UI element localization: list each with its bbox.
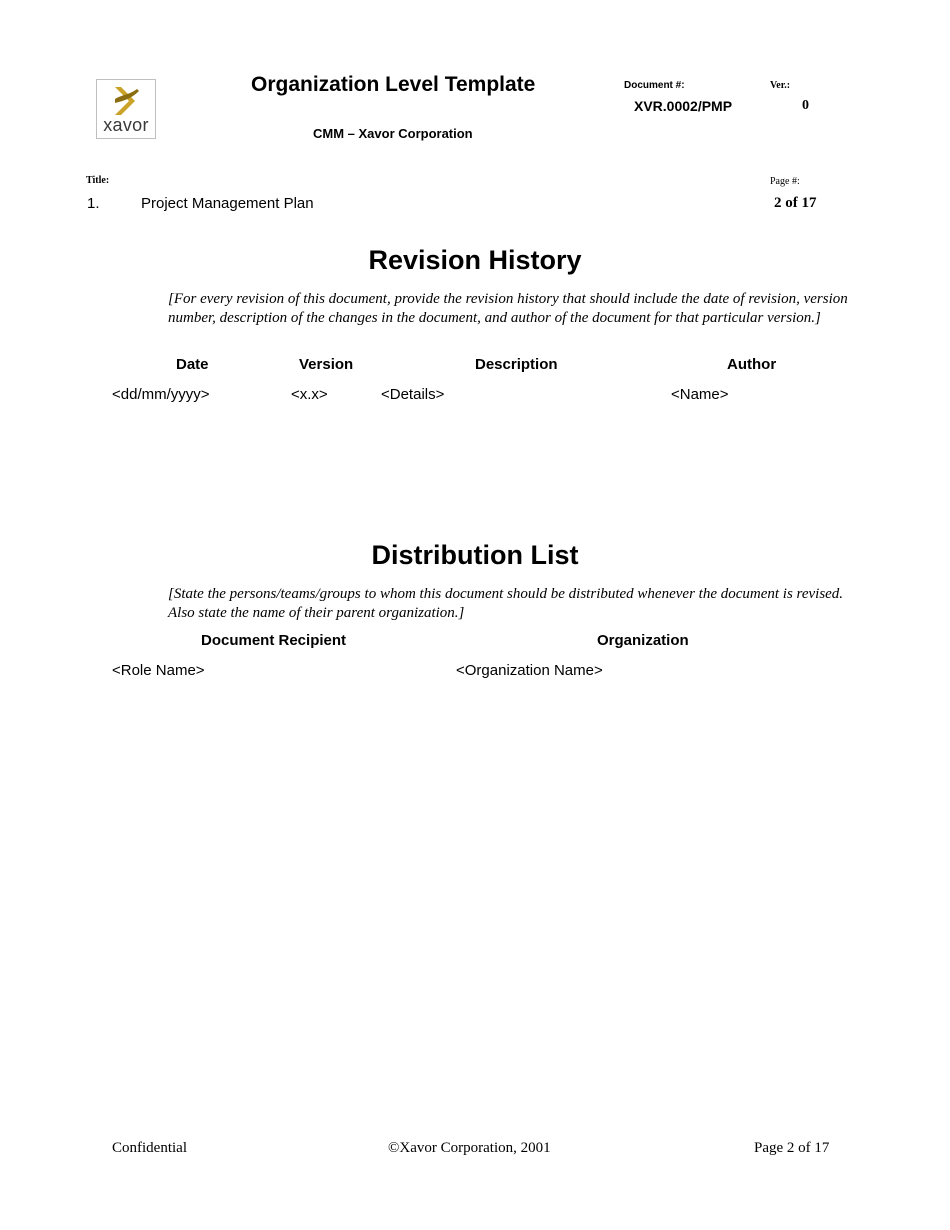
col-header-recipient: Document Recipient [201, 632, 347, 649]
col-header-version: Version [299, 356, 354, 373]
col-header-organization: Organization [597, 632, 689, 649]
distribution-list-note: [State the persons/teams/groups to whom this document should be distributed whenever the document is revised. Also state the name of their parent organization.] [168, 586, 844, 621]
template-subtitle: CMM – Xavor Corporation [313, 126, 473, 141]
footer-copyright: ©Xavor Corporation, 2001 [388, 1140, 551, 1156]
col-header-date: Date [176, 356, 209, 373]
logo-wordmark: xavor [103, 115, 149, 135]
footer-page-number: Page 2 of 17 [754, 1140, 830, 1156]
col-header-author: Author [727, 356, 777, 373]
xavor-chevron-icon [111, 85, 143, 117]
revision-version-cell: <x.x> [291, 386, 328, 403]
title-label: Title: [86, 175, 110, 186]
col-header-description: Description [475, 356, 558, 373]
footer-confidential: Confidential [112, 1140, 187, 1156]
revision-author-cell: <Name> [671, 386, 729, 403]
recipient-cell: <Role Name> [112, 662, 205, 679]
revision-description-cell: <Details> [381, 386, 445, 403]
organization-cell: <Organization Name> [456, 662, 603, 679]
version-label: Ver.: [770, 80, 791, 91]
company-logo [96, 79, 156, 139]
revision-history-heading: Revision History [368, 245, 582, 275]
page-label: Page #: [770, 176, 800, 187]
version-value: 0 [802, 98, 809, 113]
document-title: Project Management Plan [141, 195, 314, 212]
revision-date-cell: <dd/mm/yyyy> [112, 386, 210, 403]
doc-number: XVR.0002/PMP [634, 98, 733, 114]
title-number: 1. [87, 195, 100, 212]
doc-number-label: Document #: [624, 80, 685, 91]
revision-history-note: [For every revision of this document, provide the revision history that should include the date of revision, version number, description of the changes in the document, and author of the document for that particular version.] [168, 291, 848, 326]
page-number: 2 of 17 [774, 195, 817, 211]
distribution-list-heading: Distribution List [371, 540, 579, 570]
template-title: Organization Level Template [251, 73, 536, 96]
